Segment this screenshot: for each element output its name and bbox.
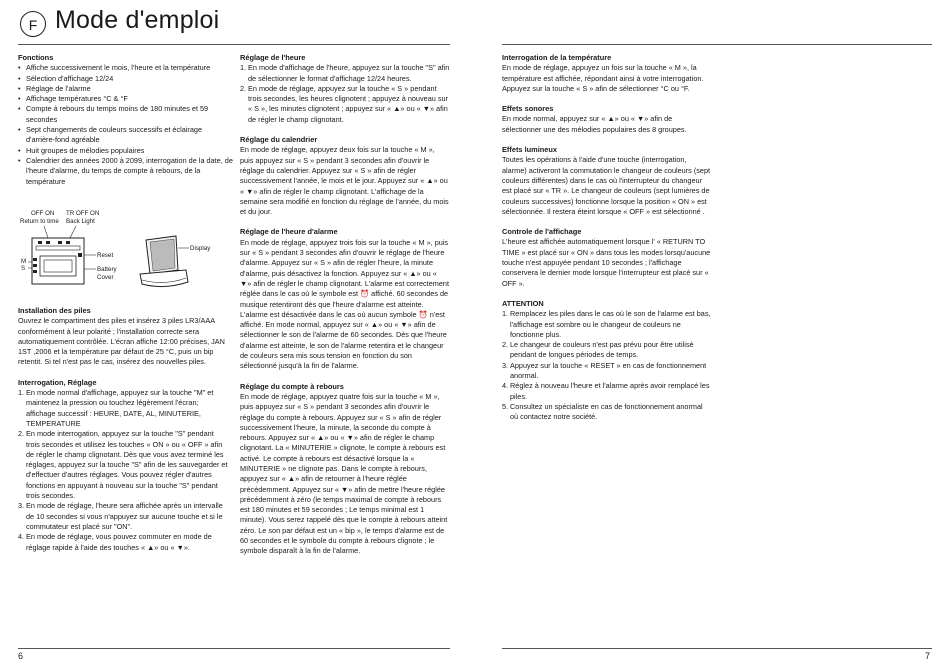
attention-list <box>502 309 712 422</box>
fig-label-off-on: OFF ON <box>31 210 55 217</box>
heure-heading: Réglage de l'heure <box>240 53 306 62</box>
item-text: En mode normal d'affichage, appuyez sur la touche "M" et maintenez la pression ou touchez légèrement l'écran; affichage successif : HEURE, DATE, AL, MINUTERIE, TEMPERATURE <box>26 388 214 428</box>
item-number: 5. <box>502 401 509 411</box>
item-text: En mode de réglage, l'heure sera affichée après un intervalle de 10 secondes si vous n'appuyez sur aucune touche et si le commutateur est placé sur "ON". <box>26 501 223 531</box>
light-heading: Effets lumineux <box>502 145 558 155</box>
attention-item <box>502 340 712 361</box>
alarm-text: En mode de réglage, appuyez trois fois sur la touche « M », puis sur « S » pendant 3 secondes afin d'ouvrir le réglage de l'heure d'alarme. Appuyez sur « S » afin de régler l'heure, la minute d'alarme, puis désactivez la fonction. Appuyez sur « ▲» ou « ▼» afin de régler le champ clignotant. L'alarme est correctement réglée dans le cas où le symbole est ⏰ affiché. 60 secondes de musique retentiront dès que l'heure d'alarme est atteinte. L'alarme est désactivée dans le cas où aucun symbole ⏰ n'est affiché. En mode normal, appuyez sur « ▲» ou « ▼» afin de sélectionner le son de l'alarme de 60 secondes. Dès que l'heure d'alarme est atteinte, le son de l'alarme retentira et le changeur de couleurs sera mis sous tension en fonction du son sélectionné jusqu'à la fin de l'alarme. <box>240 237 449 371</box>
item-text: Consultez un spécialiste en cas de fonctionnement anormal où contactez notre société. <box>510 401 703 422</box>
fig-label-tr-off-on: TR OFF ON <box>66 210 100 217</box>
interrog-item <box>18 532 228 553</box>
item-text: En mode d'affichage de l'heure, appuyez sur la touche "S" afin de sélectionner le format d'affichage 12/24 heures. <box>248 63 450 83</box>
countdown-heading: Réglage du compte à rebours <box>240 381 344 391</box>
item-number: 2. <box>18 429 25 439</box>
item-number: 3. <box>18 501 25 511</box>
heure-item <box>240 84 450 125</box>
function-item: • Huit groupes de mélodies populaires <box>18 146 233 156</box>
item-number: 4. <box>18 532 25 542</box>
page-number-left: 6 <box>18 651 24 661</box>
fig-label-display: Display <box>190 245 211 252</box>
item-number: 1. <box>502 309 509 319</box>
function-item: • Sélection d'affichage 12/24 <box>18 74 233 84</box>
bottom-rule-left <box>18 648 450 649</box>
function-item: • Affiche successivement le mois, l'heure et la température <box>18 63 233 73</box>
item-text: En mode interrogation, appuyez sur la touche "S" pendant trois secondes et utilisez les touches « ON » ou « OFF » afin de régler le champ clignotant. Dès que vous avez terminé les réglages, appuyez sur la touche "S" afin de les sauvegarder et d'effectuer d'autres réglages. Vous pouvez régler d'autres fonctions en appuyant à nouveau sur la touche "S" pendant trois secondes. <box>26 429 228 501</box>
calendar-heading: Réglage du calendrier <box>240 135 318 145</box>
column-3 <box>502 53 712 423</box>
alarm-heading: Réglage de l'heure d'alarme <box>240 227 338 237</box>
item-text: En mode de réglage, vous pouvez commuter en mode de réglage rapide à l'aide des touches « ▲» ou « ▼». <box>26 532 212 552</box>
display-text: L'heure est affichée automatiquement lorsque l' « RETURN TO TIME » est placé sur « ON » dans tous les modes lorsqu'aucune touche n'est appuyée pendant 10 secondes ; l'affichage conservera le dernier mode lorsque l'interrupteur est placé sur « OFF ». <box>502 237 711 288</box>
fig-label-cover: Cover <box>97 274 114 281</box>
attention-item <box>502 381 712 402</box>
function-item: • Sept changements de couleurs successifs et éclairage d'arrière-fond agréable <box>18 125 233 146</box>
device-drawing <box>18 208 218 298</box>
install-text: Ouvrez le compartiment des piles et insérez 3 piles LR3/AAA conformément à leur polarité ; l'installation correcte sera automatiquement contrôlée. L'écran affiche 12:00 précises, JAN 1ST ,2006 et la température par défaut de 25 °C, puis un bip retentit. Si tel n'est pas le cas, insérez des nouvelles piles. <box>18 316 225 367</box>
item-text: Le changeur de couleurs n'est pas prévu pour être utilisé pendant de longues périodes de temps. <box>510 340 694 360</box>
heure-item <box>240 63 450 84</box>
item-text: En mode de réglage, appuyez sur la touche « S » pendant trois secondes, les heures clignotent ; appuyez à nouveau sur « S », les minutes clignotent ; appuyez sur « ▲» ou « ▼» afin de régler le champ clignotant. <box>248 83 448 124</box>
fig-label-s: S <box>21 265 26 272</box>
attention-item <box>502 309 712 340</box>
install-heading: Installation des piles <box>18 306 91 315</box>
interrog-item <box>18 501 228 532</box>
device-figure <box>18 208 218 298</box>
bottom-rule-right <box>502 648 932 649</box>
function-item: • Compte à rebours du temps moins de 180 minutes et 59 secondes <box>18 104 233 125</box>
top-rule-right <box>502 44 932 45</box>
temp-heading: Interrogation de la température <box>502 53 612 62</box>
column-2 <box>240 53 450 557</box>
fig-label-reset: Reset <box>97 252 114 259</box>
sound-heading: Effets sonores <box>502 104 554 114</box>
attention-heading: ATTENTION <box>502 298 544 308</box>
top-rule-left <box>18 44 450 45</box>
fig-label-battery: Battery <box>97 266 117 273</box>
function-item: • Affichage températures °C & °F <box>18 94 233 104</box>
item-text: Remplacez les piles dans le cas où le son de l'alarme est bas, l'affichage est sombre ou le changeur de couleurs ne fonctionne plus. <box>510 309 711 339</box>
attention-item <box>502 361 712 382</box>
display-heading: Controle de l'affichage <box>502 227 582 237</box>
countdown-text: En mode de réglage, appuyez quatre fois sur la touche « M », puis appuyez sur « S » pendant 3 secondes afin d'ouvrir le réglage du compte à rebours. Appuyez sur « S » afin de régler successivement l'heure, la minute, la seconde du compte à rebours. Appuyez sur « ▲» ou « ▼» afin de régler le champ clignotant. La « MINUTERIE » clignote, le compte à rebours est activé. Le compte à rebours est désactivé lorsque la « MINUTERIE » ne clignote pas. Dans le compte à rebours, appuyez sur « ▲» afin de retourner à l'heure réglée précédemment. Appuyez sur « ▼» afin de mettre l'heure réglée précédemment à zéro (le temps maximal de compte à rebours est 180 minutes et 59 secondes ; Le temps minimal est 1 minute). Vous serez rappelé dès que le compte à rebours atteint zéro. Le son par défaut est un « bip », le temps d'alarme est de 60 secondes et le symbole du compte à rebours clignote ; le symbole disparaît à la fin de l'alarme. <box>240 391 448 556</box>
light-text: Toutes les opérations à l'aide d'une touche (interrogation, alarme) activeront la commutation le changeur de couleurs (sept couleurs différentes) dans le cas où l'interrupteur du changeur est placé sur « TR ». Le changeur de couleurs (sept lumières de couleurs successives) fonctionne lorsque la position « ON » est sélectionnée. Il restera éteint lorsque « OFF » est sélectionné . <box>502 155 711 216</box>
interrog-list <box>18 388 228 553</box>
fig-label-m: M <box>21 258 27 265</box>
column-1-lower <box>18 306 228 553</box>
item-text: Appuyez sur la touche « RESET » en cas de fonctionnement anormal. <box>510 360 707 381</box>
heure-list <box>240 63 450 125</box>
interrog-item <box>18 429 228 501</box>
item-number: 1. <box>240 63 247 73</box>
functions-list <box>18 63 233 187</box>
fig-label-back-light: Back Light <box>66 218 95 225</box>
interrog-heading: Interrogation, Réglage <box>18 377 97 387</box>
interrog-item <box>18 388 228 429</box>
page-number-right: 7 <box>925 651 931 661</box>
functions-heading: Fonctions <box>18 53 54 62</box>
column-1 <box>18 53 233 187</box>
fig-label-return-to-time: Return to time <box>20 218 59 225</box>
item-text: Réglez à nouveau l'heure et l'alarme après avoir remplacé les piles. <box>510 381 710 401</box>
item-number: 2. <box>240 83 247 93</box>
function-item: • Calendrier des années 2000 à 2099, interrogation de la date, de l'heure d'alarme, du temps de compte à rebours, de la température <box>18 156 233 187</box>
calendar-text: En mode de réglage, appuyez deux fois sur la touche « M », puis appuyez sur « S » pendant 3 secondes afin d'ouvrir le réglage du calendrier. Appuyez sur « S » afin de régler successivement l'année, le mois et le jour. Appuyez sur « ▲» ou « ▼» afin de régler le champ clignotant. L'affichage de la semaine sera modifié en fonction du réglage de l'année, du mois et du jour. <box>240 145 449 217</box>
attention-item <box>502 402 712 423</box>
item-number: 3. <box>502 360 509 370</box>
item-number: 2. <box>502 340 509 350</box>
sound-text: En mode normal, appuyez sur « ▲» ou « ▼» afin de sélectionner une des mélodies populaires des 8 groupes. <box>502 114 687 134</box>
page-title: Mode d'emploi <box>55 6 220 34</box>
language-badge: F <box>20 11 46 37</box>
function-item: • Réglage de l'alarme <box>18 84 233 94</box>
item-number: 4. <box>502 381 509 391</box>
temp-text: En mode de réglage, appuyez un fois sur la touche « M », la température est affichée, répondant ainsi à votre interrogation. Appuyez sur la touche « S » afin de sélectionner °C ou °F. <box>502 63 704 93</box>
item-number: 1. <box>18 388 25 398</box>
